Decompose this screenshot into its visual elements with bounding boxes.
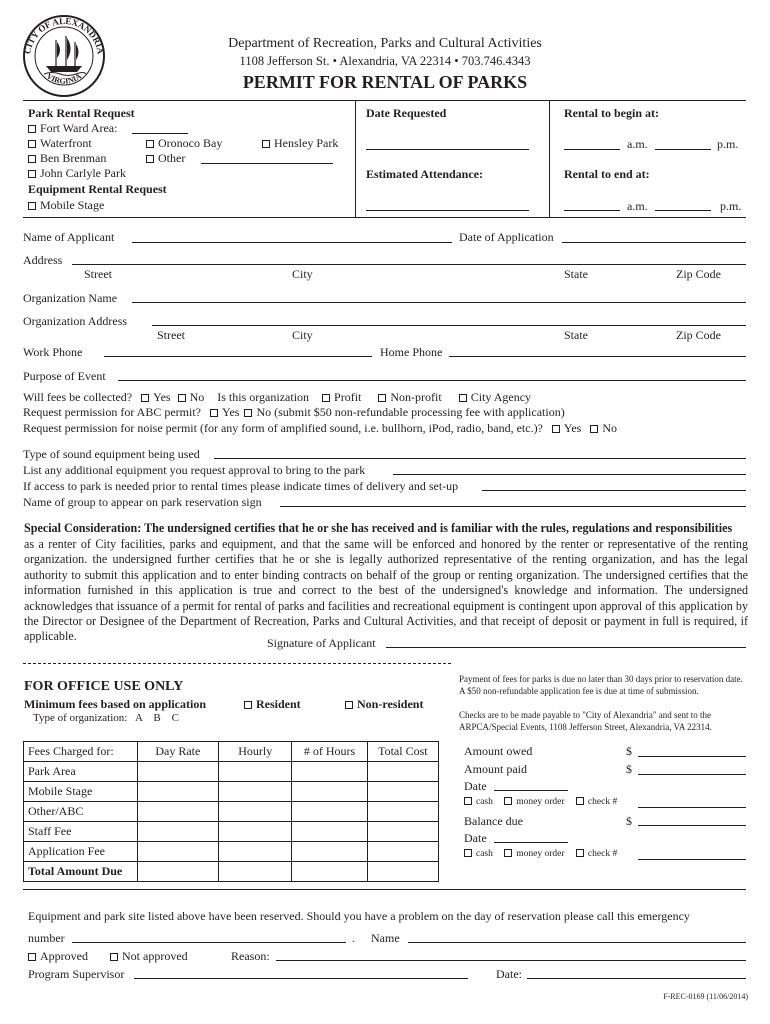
- checkbox[interactable]: [146, 140, 154, 148]
- resident-label: Resident: [256, 697, 301, 711]
- row-label: Application Fee: [24, 842, 138, 862]
- reason-label: Reason:: [231, 949, 270, 963]
- table-row: [24, 762, 439, 782]
- cell[interactable]: [292, 762, 367, 782]
- table-row: [24, 862, 439, 882]
- noise-question-row: [23, 421, 617, 436]
- table-header: Total Cost: [367, 742, 438, 762]
- option-hensley-park[interactable]: [262, 136, 338, 151]
- dollar-sign: $: [626, 744, 632, 758]
- state-label: State: [564, 267, 588, 281]
- balance-due-label: Balance due: [464, 814, 523, 828]
- signature-field[interactable]: [386, 647, 746, 648]
- table-header-row: [24, 742, 439, 762]
- option-oronoco-bay[interactable]: [146, 136, 222, 151]
- special-consideration-text: as a renter of City facilities, parks and equipment, and that the same will be enforced and honored by the renter or representative of the renting organization. the undersigned further certifies that he or she is legally authorized representative of the renting organization, and has the legal authority to submit this application and to enter binding contracts on behalf of the group or renting organization. The undersigned certifies that the information furnished in this application is true and correct to the best of the undersigned's knowledge and information. The undersigned acknowledges that issuance of a permit for rental of parks and facilities and recreational equipment is contingent upon approval of this application by the Director or Designee of the Department of Recreation, Parks and Cultural Activities, and that receipt of deposit or payment in full is required, if applicable.: [24, 537, 748, 644]
- payment-method-row: [464, 797, 617, 807]
- sound-equipment-label: Type of sound equipment being used: [23, 447, 200, 461]
- option-label: Mobile Stage: [40, 198, 105, 212]
- special-consideration-heading: [24, 521, 748, 536]
- street-label: Street: [84, 267, 112, 281]
- checkbox[interactable]: [178, 394, 186, 402]
- cash-label: cash: [476, 849, 493, 859]
- rental-divider-2: [549, 100, 550, 217]
- checkbox[interactable]: [464, 797, 472, 805]
- yes-label: Yes: [153, 390, 171, 404]
- row-label: Park Area: [24, 762, 138, 782]
- option-ben-brenman[interactable]: [28, 151, 106, 166]
- office-use-title: FOR OFFICE USE ONLY: [24, 679, 184, 694]
- balance-check-number-field[interactable]: [638, 859, 746, 860]
- table-row: [24, 842, 439, 862]
- row-label: Mobile Stage: [24, 782, 138, 802]
- checkbox[interactable]: [110, 953, 118, 961]
- sound-equipment-field[interactable]: [214, 458, 746, 459]
- home-phone-label: Home Phone: [380, 345, 443, 359]
- estimated-attendance-line[interactable]: [366, 210, 529, 211]
- option-fort-ward[interactable]: [28, 121, 117, 136]
- row-label: Other/ABC: [24, 802, 138, 822]
- purpose-of-event-field[interactable]: [118, 380, 746, 381]
- checkbox[interactable]: [345, 701, 353, 709]
- table-row: [24, 802, 439, 822]
- begin-am-line[interactable]: [564, 149, 620, 150]
- additional-equipment-field[interactable]: [393, 474, 746, 475]
- check-label: check #: [587, 849, 618, 859]
- reason-field[interactable]: [276, 960, 746, 961]
- cell[interactable]: [137, 762, 219, 782]
- table-header: Day Rate: [137, 742, 219, 762]
- other-line[interactable]: [201, 163, 333, 164]
- option-label: Ben Brenman: [40, 151, 107, 165]
- balance-date-label: Date: [464, 831, 487, 845]
- supervisor-date-label: Date:: [496, 967, 522, 981]
- organization-name-label: Organization Name: [23, 291, 118, 305]
- table-header: Fees Charged for:: [24, 742, 138, 762]
- money-order-label: money order: [516, 797, 565, 807]
- department-address: 1108 Jefferson St. • Alexandria, VA 22314 • 703.746.4343: [239, 54, 531, 68]
- checkbox[interactable]: [28, 202, 36, 210]
- cell[interactable]: [292, 802, 367, 822]
- option-john-carlyle[interactable]: [28, 166, 126, 181]
- table-header: # of Hours: [292, 742, 367, 762]
- check-number-field[interactable]: [638, 807, 746, 808]
- checkbox[interactable]: [322, 394, 330, 402]
- period: .: [352, 931, 355, 945]
- date-requested-line[interactable]: [366, 149, 529, 150]
- checkbox[interactable]: [552, 425, 560, 433]
- not-approved-label: Not approved: [122, 949, 188, 963]
- zip-label: Zip Code: [676, 328, 721, 342]
- abc-no-label: No (submit $50 non-refundable processing fee with application): [256, 405, 565, 419]
- checkbox[interactable]: [262, 140, 270, 148]
- cell[interactable]: [367, 782, 438, 802]
- office-divider: [23, 663, 451, 664]
- cell[interactable]: [219, 802, 292, 822]
- program-supervisor-label: Program Supervisor: [28, 967, 125, 981]
- checkbox[interactable]: [28, 125, 36, 133]
- organization-question-label: Is this organization: [217, 390, 310, 404]
- not-approved-option[interactable]: [110, 949, 188, 964]
- cell[interactable]: [219, 822, 292, 842]
- dollar-sign: $: [626, 762, 632, 776]
- cell[interactable]: [292, 782, 367, 802]
- cell[interactable]: [137, 782, 219, 802]
- no-label: No: [602, 421, 618, 435]
- rental-divider-1: [355, 100, 356, 217]
- approved-option[interactable]: [28, 949, 88, 964]
- nonresident-option[interactable]: [345, 697, 423, 712]
- amount-owed-label: Amount owed: [464, 744, 533, 758]
- footer-top-rule: [23, 889, 746, 890]
- fees-table: [23, 741, 439, 882]
- name-of-applicant-label: Name of Applicant: [23, 230, 115, 244]
- city-label: City: [292, 328, 313, 342]
- form-title: PERMIT FOR RENTAL OF PARKS: [242, 72, 528, 92]
- option-label: Hensley Park: [274, 136, 339, 150]
- cell[interactable]: [292, 842, 367, 862]
- type-of-organization: Type of organization: A B C: [33, 712, 179, 724]
- cell[interactable]: [292, 822, 367, 842]
- yes-label: Yes: [221, 405, 240, 419]
- rental-begin-label: Rental to begin at:: [564, 106, 659, 120]
- work-phone-field[interactable]: [104, 356, 372, 357]
- svg-text:CITY OF ALEXANDRIA: CITY OF ALEXANDRIA: [22, 15, 106, 55]
- organization-address-label: Organization Address: [23, 314, 128, 328]
- resident-option[interactable]: [244, 697, 301, 712]
- cell[interactable]: [219, 862, 292, 882]
- date-of-application-label: Date of Application: [459, 230, 554, 244]
- cell[interactable]: [219, 782, 292, 802]
- balance-date-field[interactable]: [494, 842, 568, 843]
- option-label: John Carlyle Park: [40, 166, 126, 180]
- checkbox[interactable]: [28, 155, 36, 163]
- group-name-field[interactable]: [280, 506, 746, 507]
- checkbox[interactable]: [28, 170, 36, 178]
- balance-due-field[interactable]: [638, 825, 746, 826]
- svg-text:VIRGINIA: VIRGINIA: [44, 71, 84, 86]
- checkbox[interactable]: [28, 953, 36, 961]
- begin-pm-line[interactable]: [655, 149, 711, 150]
- pm-label: p.m.: [717, 137, 739, 151]
- number-label: number: [28, 931, 65, 945]
- table-row: [24, 782, 439, 802]
- payment-date-label: Date: [464, 779, 487, 793]
- equipment-rental-heading: Equipment Rental Request: [28, 182, 167, 196]
- work-phone-label: Work Phone: [23, 345, 83, 359]
- pm-label: p.m.: [720, 199, 742, 213]
- row-label: Staff Fee: [24, 822, 138, 842]
- noise-question-label: Request permission for noise permit (for any form of amplified sound, i.e. bullhorn, iPod, radio, band, etc.)?: [23, 421, 543, 435]
- cell[interactable]: [219, 762, 292, 782]
- checkbox[interactable]: [576, 849, 584, 857]
- address-label: Address: [23, 253, 63, 267]
- option-label: Waterfront: [40, 136, 92, 150]
- nonresident-label: Non-resident: [357, 697, 424, 711]
- access-times-label: If access to park is needed prior to rental times please indicate times of delivery and set-up: [23, 479, 459, 493]
- cell[interactable]: [137, 842, 219, 862]
- city-agency-label: City Agency: [470, 390, 532, 404]
- checkbox[interactable]: [244, 409, 252, 417]
- no-label: No: [189, 390, 205, 404]
- checkbox[interactable]: [28, 140, 36, 148]
- abc-question-row: [23, 405, 565, 420]
- payment-note: Payment of fees for parks is due no later than 30 days prior to reservation date. A $50 non-refundable application fee is due at time of submission.: [459, 674, 743, 696]
- checkbox[interactable]: [504, 797, 512, 805]
- fees-question-row: [23, 390, 531, 405]
- state-label: State: [564, 328, 588, 342]
- rental-end-label: Rental to end at:: [564, 167, 650, 181]
- estimated-attendance-label: Estimated Attendance:: [366, 167, 483, 181]
- check-label: check #: [587, 797, 618, 807]
- name-of-applicant-field[interactable]: [132, 242, 452, 243]
- option-waterfront[interactable]: [28, 136, 92, 151]
- end-pm-line[interactable]: [655, 210, 711, 211]
- additional-equipment-label: List any additional equipment you request approval to bring to the park: [23, 463, 366, 477]
- home-phone-field[interactable]: [449, 356, 746, 357]
- city-seal-logo: [22, 14, 106, 98]
- balance-method-row: [464, 849, 617, 859]
- cell[interactable]: [292, 862, 367, 882]
- dollar-sign: $: [626, 814, 632, 828]
- money-order-label: money order: [516, 849, 565, 859]
- nonprofit-label: Non-profit: [390, 390, 442, 404]
- form-id: F-REC-0169 (11/06/2014): [663, 992, 748, 1001]
- access-times-field[interactable]: [482, 490, 746, 491]
- checkbox[interactable]: [459, 394, 467, 402]
- cell[interactable]: [137, 862, 219, 882]
- fort-ward-line[interactable]: [132, 133, 188, 134]
- group-name-label: Name of group to appear on park reservation sign: [23, 495, 262, 509]
- table-header: Hourly: [219, 742, 292, 762]
- program-supervisor-field[interactable]: [134, 978, 468, 979]
- option-label: Other: [158, 151, 186, 165]
- cell[interactable]: [367, 842, 438, 862]
- row-label: Total Amount Due: [24, 862, 138, 882]
- abc-question-label: Request permission for ABC permit?: [23, 405, 201, 419]
- purpose-of-event-label: Purpose of Event: [23, 369, 106, 383]
- cell[interactable]: [367, 862, 438, 882]
- amount-paid-label: Amount paid: [464, 762, 527, 776]
- organization-name-field[interactable]: [132, 302, 746, 303]
- cell[interactable]: [219, 842, 292, 862]
- zip-label: Zip Code: [676, 267, 721, 281]
- cash-label: cash: [476, 797, 493, 807]
- minimum-fees-label: Minimum fees based on application: [24, 697, 207, 711]
- park-rental-heading: Park Rental Request: [28, 106, 135, 120]
- checkbox[interactable]: [210, 409, 218, 417]
- cell[interactable]: [367, 802, 438, 822]
- option-mobile-stage[interactable]: [28, 198, 104, 213]
- am-label: a.m.: [627, 137, 648, 151]
- amount-owed-field[interactable]: [638, 756, 746, 757]
- name-label: Name: [371, 931, 400, 945]
- signature-label: Signature of Applicant: [267, 636, 376, 650]
- checkbox[interactable]: [464, 849, 472, 857]
- profit-label: Profit: [334, 390, 362, 404]
- checkbox[interactable]: [244, 701, 252, 709]
- department-name: Department of Recreation, Parks and Cultural Activities: [228, 36, 542, 51]
- option-other[interactable]: [146, 151, 185, 166]
- checkbox[interactable]: [576, 797, 584, 805]
- emergency-name-field[interactable]: [408, 942, 746, 943]
- amount-paid-field[interactable]: [638, 774, 746, 775]
- checkbox[interactable]: [590, 425, 598, 433]
- approved-label: Approved: [40, 949, 88, 963]
- city-label: City: [292, 267, 313, 281]
- street-label: Street: [157, 328, 185, 342]
- emergency-text: Equipment and park site listed above have been reserved. Should you have a problem on the day of reservation please call this emergency: [28, 909, 690, 923]
- payment-date-field[interactable]: [494, 790, 568, 791]
- special-consideration-label: Special Consideration: [24, 521, 138, 535]
- cell[interactable]: [137, 822, 219, 842]
- table-row: [24, 822, 439, 842]
- date-of-application-field[interactable]: [562, 242, 746, 243]
- checks-note: Checks are to be made payable to "City of Alexandria" and sent to the ARPCA/Special Events, 1108 Jefferson Street, Alexandria, VA 22314.: [459, 710, 712, 732]
- checkbox[interactable]: [504, 849, 512, 857]
- special-consideration-bold-text: : The undersigned certifies that he or she has received and is familiar with the rules, regulations and responsibilities: [137, 521, 733, 535]
- supervisor-date-field[interactable]: [527, 978, 746, 979]
- checkbox[interactable]: [146, 155, 154, 163]
- organization-address-field[interactable]: [152, 325, 746, 326]
- emergency-number-field[interactable]: [72, 942, 346, 943]
- am-label: a.m.: [627, 199, 648, 213]
- option-label: Oronoco Bay: [158, 136, 223, 150]
- date-requested-label: Date Requested: [366, 106, 447, 120]
- checkbox[interactable]: [378, 394, 386, 402]
- cell[interactable]: [367, 822, 438, 842]
- end-am-line[interactable]: [564, 210, 620, 211]
- option-label: Fort Ward Area:: [40, 121, 118, 135]
- cell[interactable]: [367, 762, 438, 782]
- address-field[interactable]: [72, 264, 746, 265]
- fees-question-label: Will fees be collected?: [23, 390, 133, 404]
- checkbox[interactable]: [141, 394, 149, 402]
- yes-label: Yes: [563, 421, 582, 435]
- cell[interactable]: [137, 802, 219, 822]
